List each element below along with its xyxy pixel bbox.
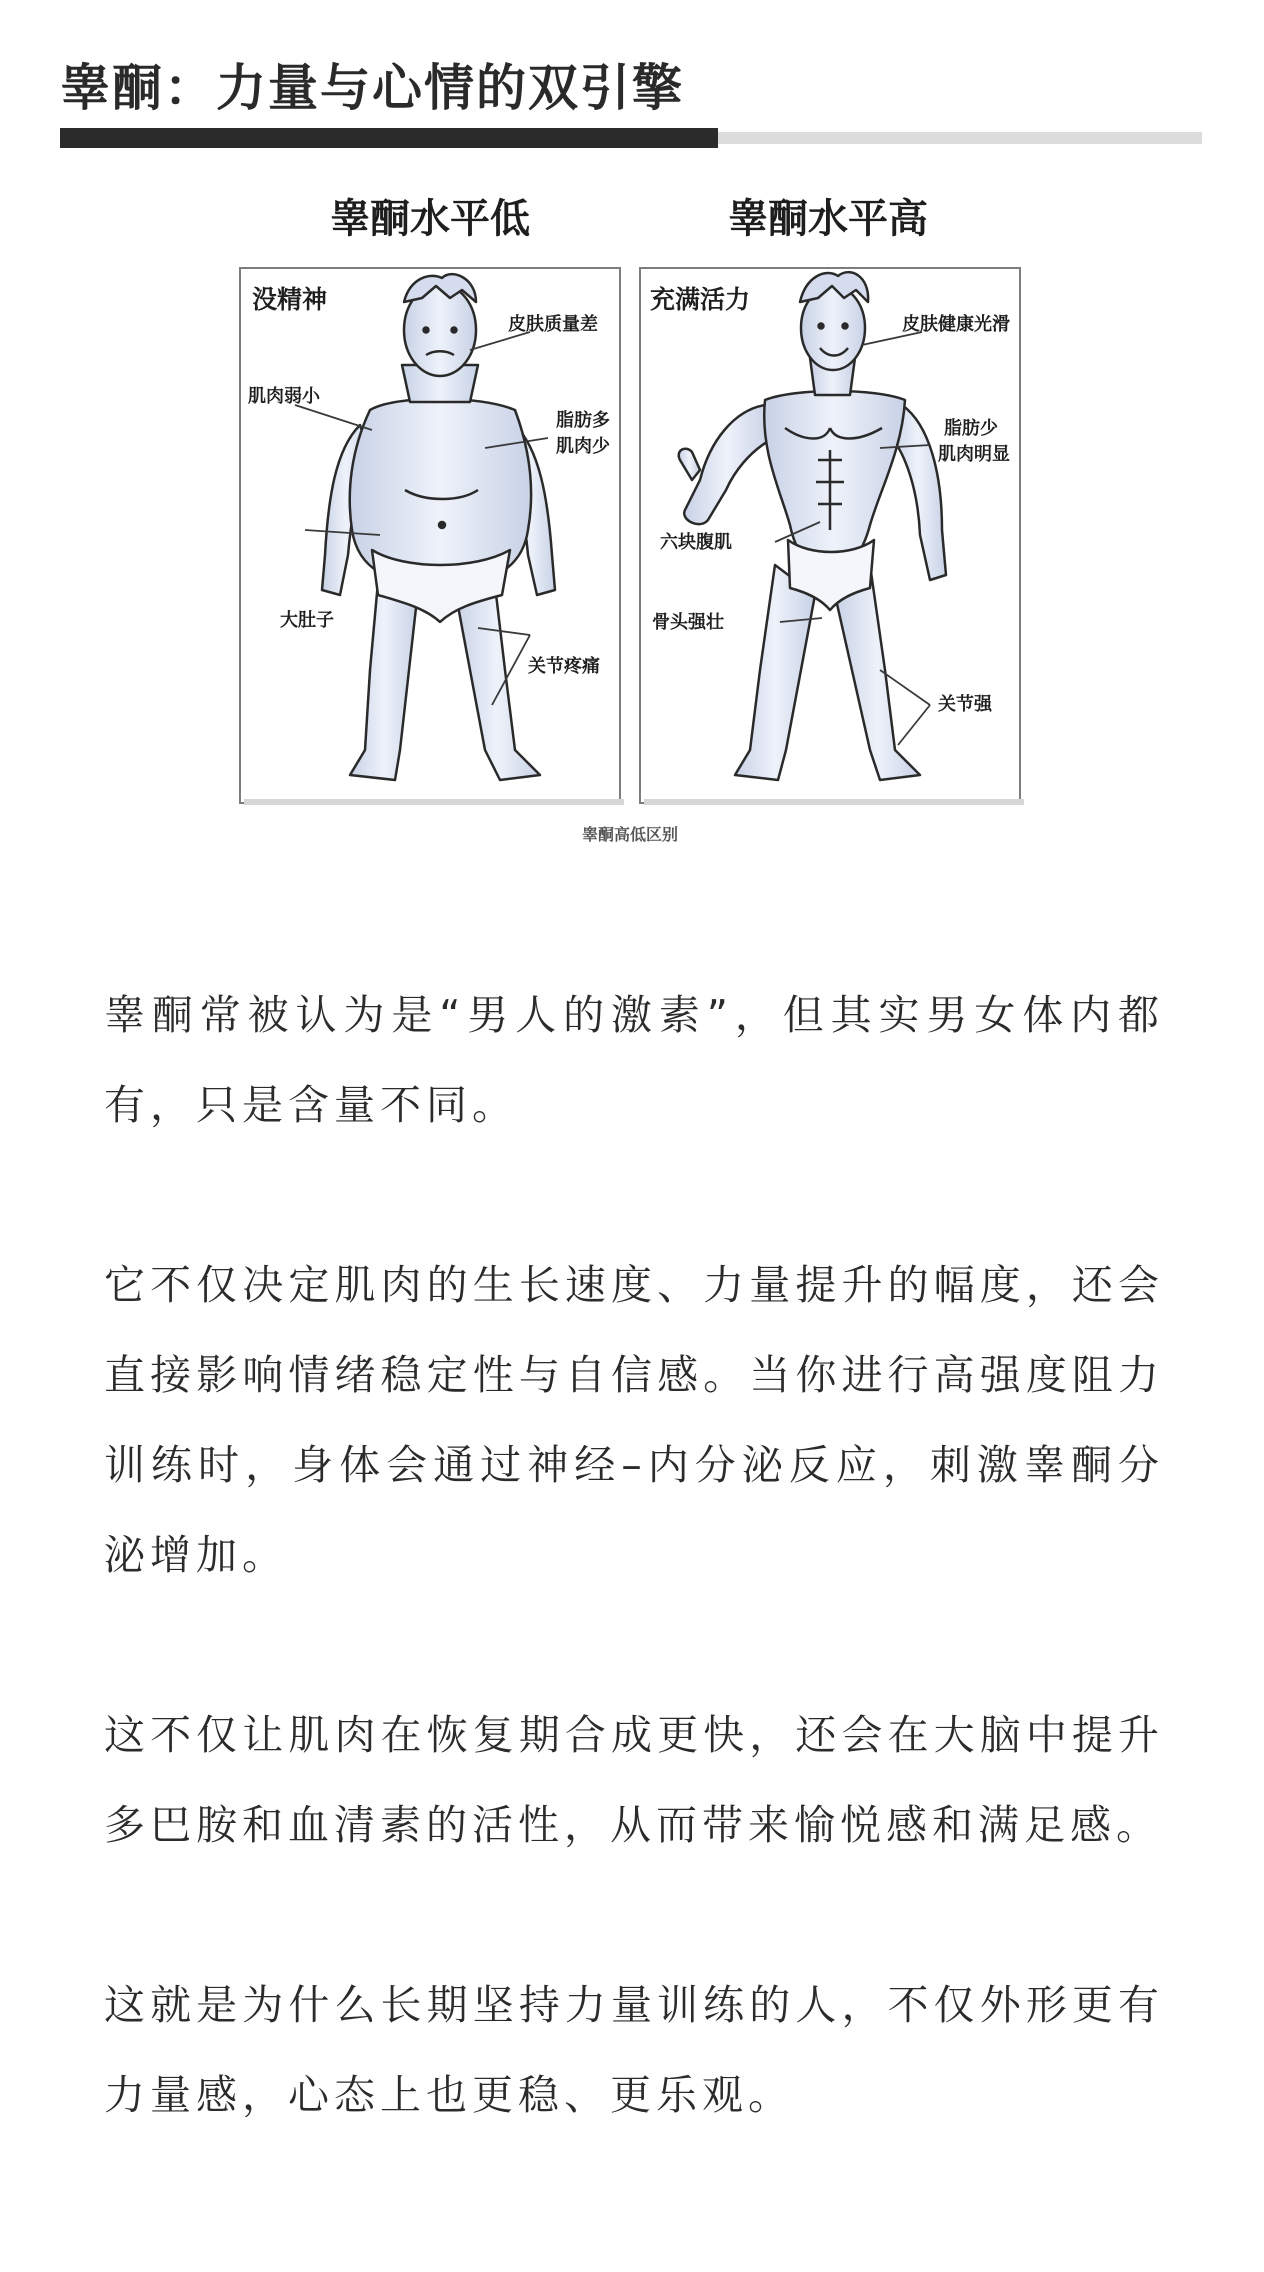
panel-low-corner-label: 没精神 (252, 285, 328, 314)
high-annotation-smooth-skin: 皮肤健康光滑 (902, 314, 1010, 335)
figure-caption: 睾酮高低区别 (581, 825, 678, 844)
panel-low-heading: 睾酮水平低 (330, 196, 530, 242)
high-annotation-strong-bones: 骨头强壮 (652, 612, 724, 633)
comparison-illustration (230, 190, 1030, 820)
low-annotation-weak-muscle: 肌肉弱小 (248, 386, 320, 407)
high-annotation-defined-muscle: 肌肉明显 (938, 444, 1010, 465)
low-annotation-muscle-less: 肌肉少 (556, 436, 610, 457)
high-annotation-strong-joints: 关节强 (938, 694, 992, 715)
title-underline (60, 132, 1202, 144)
low-annotation-skin: 皮肤质量差 (508, 314, 598, 335)
paragraph-1: 睾酮常被认为是“男人的激素”，但其实男女体内都有，只是含量不同。 (104, 991, 1164, 1129)
panel-high-heading: 睾酮水平高 (728, 196, 928, 242)
high-annotation-six-pack: 六块腹肌 (660, 532, 732, 553)
panel-high-corner-label: 充满活力 (650, 285, 751, 314)
low-annotation-fat-more: 脂肪多 (556, 410, 610, 431)
testosterone-comparison-figure (230, 190, 1030, 850)
section-title: 睾酮：力量与心情的双引擎 (60, 59, 684, 117)
low-annotation-big-belly: 大肚子 (280, 610, 334, 631)
paragraph-4: 这就是为什么长期坚持力量训练的人，不仅外形更有力量感，心态上也更稳、更乐观。 (104, 1981, 1164, 2119)
title-underline-accent (60, 128, 718, 148)
high-annotation-fat-less: 脂肪少 (944, 418, 998, 439)
article-body (104, 970, 1164, 2140)
low-annotation-joint-pain: 关节疼痛 (528, 656, 600, 677)
paragraph-2: 它不仅决定肌肉的生长速度、力量提升的幅度，还会直接影响情绪稳定性与自信感。当你进行高强度阻力训练时，身体会通过神经–内分泌反应，刺激睾酮分泌增加。 (104, 1261, 1164, 1579)
paragraph-3: 这不仅让肌肉在恢复期合成更快，还会在大脑中提升多巴胺和血清素的活性，从而带来愉悦感和满足感。 (104, 1711, 1164, 1849)
